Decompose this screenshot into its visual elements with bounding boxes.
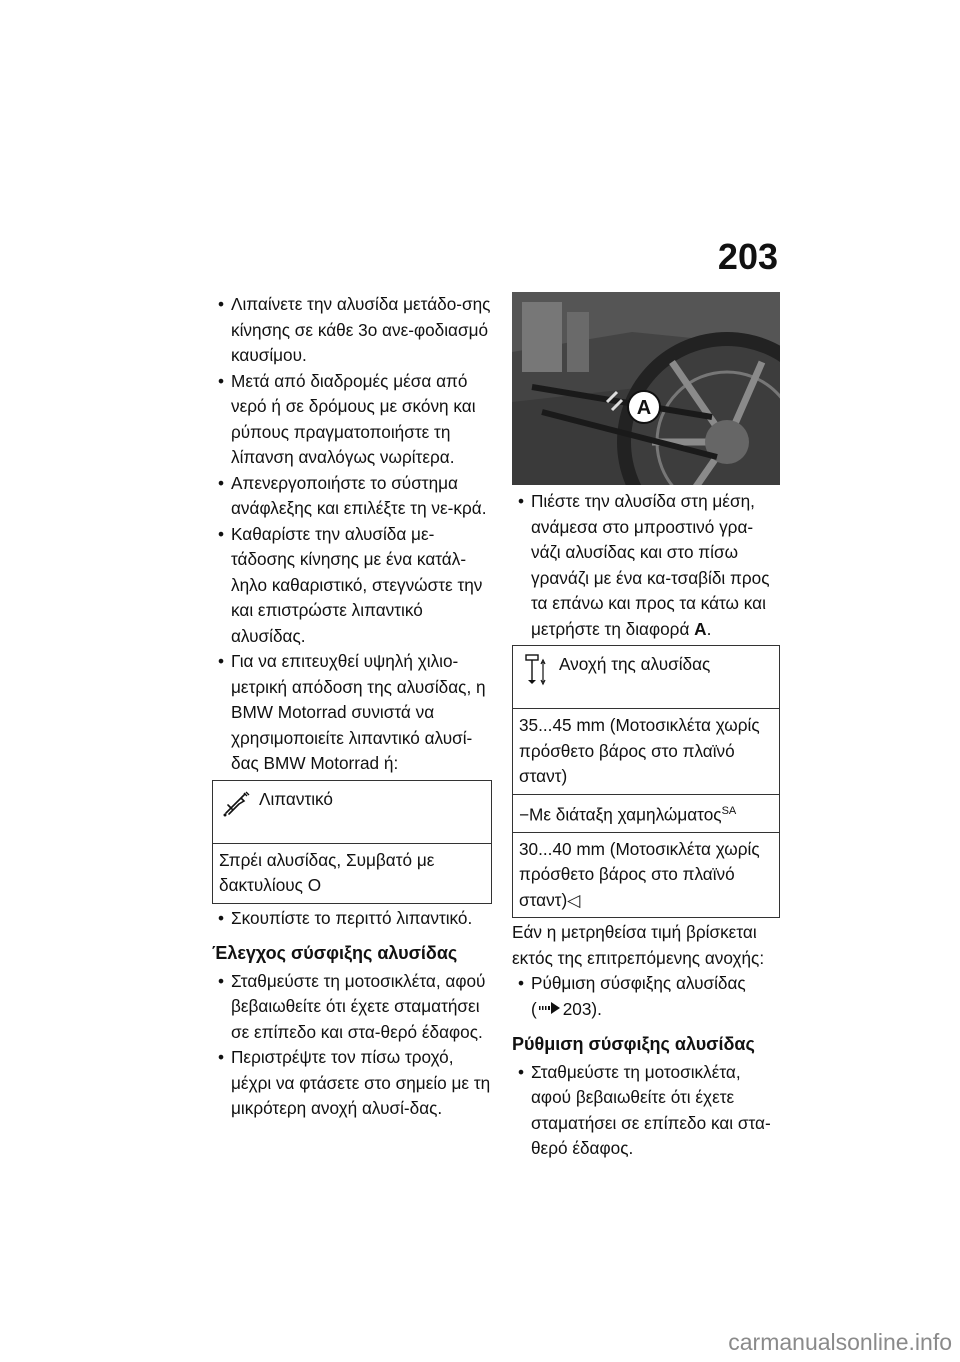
page-number: 203 (717, 236, 778, 277)
chain-slack-box-header (513, 646, 779, 708)
ref-label: A (694, 618, 707, 639)
instruction-list (512, 489, 780, 642)
sa-tag: SA (721, 804, 737, 817)
list-item: • Λιπαίνετε την αλυσίδα μετάδο-σης κίνησης σε κάθε 3ο ανε-φοδιασμό καυσίμου. (212, 292, 492, 369)
lubricant-box-header (213, 781, 491, 843)
instruction-list (212, 906, 492, 932)
end-mark-icon: ◁ (567, 889, 581, 910)
chain-slack-value-lowered: 30...40 mm (Μοτοσικλέτα χωρίς πρόσθετο βάρος στο πλαϊνό σταντ)◁ (513, 832, 779, 918)
list-item: • Περιστρέψτε τον πίσω τροχό, μέχρι να φτάσετε στο σημείο με τη μικρότερη ανοχή αλυσί-δας. (212, 1045, 492, 1122)
list-item: • Μετά από διαδρομές μέσα από νερό ή σε δρόμους με σκόνη και ρύπους πραγματοποιήστε τη λίπανση αναλόγως νωρίτερα. (212, 369, 492, 471)
lubricant-title: Λιπαντικό (259, 788, 333, 809)
paragraph: Εάν η μετρηθείσα τιμή βρίσκεται εκτός της επιτρεπόμενης ανοχής: (512, 922, 765, 968)
list-item: • Σταθμεύστε τη μοτοσικλέτα, αφού βεβαιωθείτε ότι έχετε σταματήσει σε επίπεδο και στα-θερό έδαφος. (212, 969, 492, 1046)
left-column (212, 292, 492, 1122)
photo-callout-a: A (636, 397, 652, 419)
chain-slack-icon (519, 652, 553, 686)
oil-can-icon (219, 787, 253, 821)
chain-photo (512, 292, 780, 485)
lubricant-box (212, 780, 492, 904)
list-item: • Απενεργοποιήστε το σύστημα ανάφλεξης και επιλέξτε τη νε-κρά. (212, 471, 492, 522)
chain-slack-box (512, 645, 780, 918)
chain-slack-title: Ανοχή της αλυσίδας (559, 654, 711, 674)
page-ref[interactable]: 203). (562, 998, 602, 1019)
watermark: carmanualsonline.info (728, 1329, 952, 1355)
instruction-list (212, 969, 492, 1122)
instruction-list (512, 1060, 780, 1162)
chain-slack-value: 35...45 mm (Μοτοσικλέτα χωρίς πρόσθετο βάρος στο πλαϊνό σταντ) (513, 708, 779, 794)
list-item: • Για να επιτευχθεί υψηλή χιλιο-μετρική απόδοση της αλυσίδας, η BMW Motorrad συνιστά να χρησιμοποιείτε λιπαντικό αλυσί-δας BMW Motorrad ή: (212, 649, 492, 777)
section-heading: Έλεγχος σύσφιξης αλυσίδας (212, 943, 458, 963)
page-ref-arrow-icon[interactable] (537, 1001, 563, 1015)
instruction-list (212, 292, 492, 777)
instruction-list (512, 971, 780, 1022)
list-item: • Πιέστε την αλυσίδα στη μέση, ανάμεσα στο μπροστινό γρα-νάζι αλυσίδας και στο πίσω γρανάζι με ένα κα-τσαβίδι προς τα επάνω και προς τα κάτω και μετρήστε τη διαφορά A. (512, 489, 780, 642)
chain-illustration (512, 292, 780, 485)
list-item: • Ρύθμιση σύσφιξης αλυσίδας ( 203). (512, 971, 780, 1022)
list-item: • Σταθμεύστε τη μοτοσικλέτα, αφού βεβαιωθείτε ότι έχετε σταματήσει σε επίπεδο και στα-θερό έδαφος. (512, 1060, 780, 1162)
section-heading: Ρύθμιση σύσφιξης αλυσίδας (512, 1034, 755, 1055)
list-item: • Καθαρίστε την αλυσίδα με-τάδοσης κίνησης με ένα κατάλ-ληλο καθαριστικό, στεγνώστε την και επιστρώστε λιπαντικό αλυσίδας. (212, 522, 492, 650)
list-item: • Σκουπίστε το περιττό λιπαντικό. (212, 906, 492, 932)
right-column (512, 292, 780, 1162)
lowering-option: −Με διάταξη χαμηλώματος$^{SA}$ (513, 794, 779, 832)
lubricant-value: Σπρέι αλυσίδας, Συμβατό με δακτυλίους O (213, 843, 491, 903)
